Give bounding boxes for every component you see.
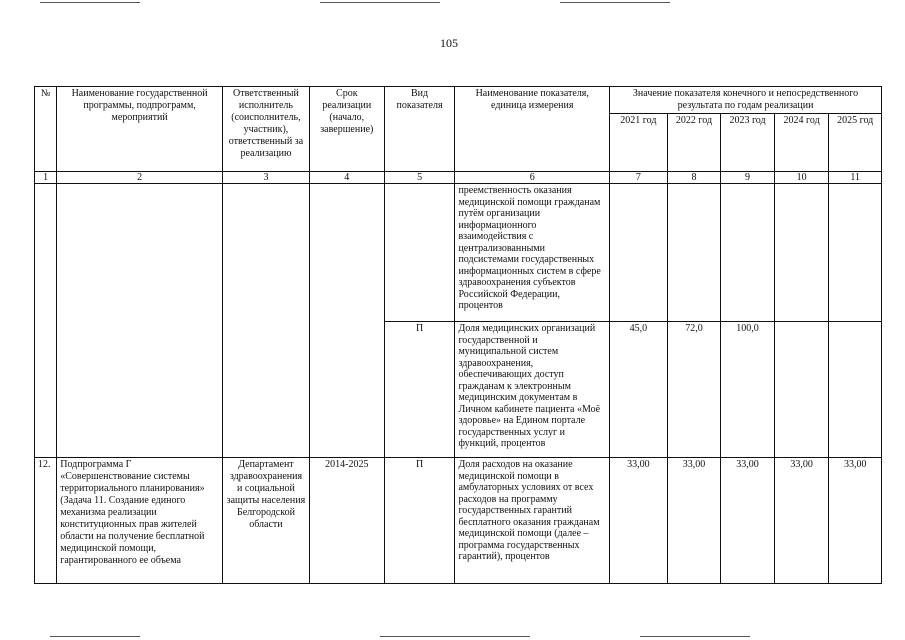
header-year: 2025 год (829, 114, 882, 172)
column-number: 3 (222, 172, 309, 184)
row-executor (222, 184, 309, 458)
scan-edge-mark (560, 2, 670, 3)
column-number: 10 (774, 172, 829, 184)
column-number: 8 (667, 172, 721, 184)
header-indicator-type: Вид показателя (384, 87, 455, 172)
column-number: 1 (35, 172, 57, 184)
table-row (35, 458, 882, 584)
row-value: 33,00 (774, 458, 829, 584)
column-number: 11 (829, 172, 882, 184)
column-number: 2 (57, 172, 223, 184)
header-indicator-name: Наименование показателя, единица измерения (455, 87, 610, 172)
column-number: 9 (721, 172, 775, 184)
row-period (309, 184, 384, 458)
row-program-name: Подпрограмма Г «Совершенствование системы территориального планирования» (Задача 11. Создание единого механизма реализации конституционных прав жителей области на получение бесплатной медицинской помощи, гарантированного ее объема (57, 458, 223, 584)
column-number: 5 (384, 172, 455, 184)
row-value: 33,00 (667, 458, 721, 584)
header-program-name: Наименование государственной программы, подпрограмм, мероприятий (57, 87, 223, 172)
row-period: 2014-2025 (309, 458, 384, 584)
row-value (667, 184, 721, 322)
row-value (774, 184, 829, 322)
header-year: 2023 год (721, 114, 775, 172)
header-num: № (35, 87, 57, 172)
row-num: 12. (35, 458, 57, 584)
row-executor: Департамент здравоохранения и социальной защиты населения Белгородской области (222, 458, 309, 584)
column-numbers-row (35, 172, 882, 184)
header-values-group: Значение показателя конечного и непосредственного результата по годам реализации (610, 87, 882, 114)
header-executor: Ответственный исполнитель (соисполнитель, участник), ответственный за реализацию (222, 87, 309, 172)
page-number: 105 (440, 36, 458, 50)
row-indicator-name: Доля медицинских организаций государственной и муниципальной систем здравоохранения, обеспечивающих доступ гражданам к электронным медицинским документам в Личном кабинете пациента «Моё здоровье» на Едином портале государственных услуг и функций, процентов (455, 322, 610, 458)
row-program-name (57, 184, 223, 458)
row-value: 33,00 (721, 458, 775, 584)
row-value: 33,00 (610, 458, 668, 584)
row-value (610, 184, 668, 322)
header-year: 2022 год (667, 114, 721, 172)
row-value (829, 184, 882, 322)
scan-edge-mark (50, 636, 140, 637)
scan-edge-mark (40, 2, 140, 3)
row-value: 33,00 (829, 458, 882, 584)
header-year: 2024 год (774, 114, 829, 172)
row-indicator-type: П (384, 458, 455, 584)
scan-edge-mark (640, 636, 750, 637)
scan-edge-mark (380, 636, 530, 637)
row-indicator-name: преемственность оказания медицинской помощи гражданам путём организации информационного взаимодействия с централизованными подсистемами государственных информационных систем в сфере здравоохранения субъектов Российской Федерации, процентов (455, 184, 610, 322)
row-value: 100,0 (721, 322, 775, 458)
row-value (829, 322, 882, 458)
row-value: 72,0 (667, 322, 721, 458)
row-indicator-name: Доля расходов на оказание медицинской помощи в амбулаторных условиях от всех расходов на программу государственных гарантий бесплатного оказания гражданам медицинской помощи (далее – программа государственных гарантий), процентов (455, 458, 610, 584)
row-indicator-type (384, 184, 455, 322)
row-num (35, 184, 57, 458)
header-year: 2021 год (610, 114, 668, 172)
column-number: 6 (455, 172, 610, 184)
scan-edge-mark (320, 2, 440, 3)
header-row (35, 87, 882, 114)
header-period: Срок реализации (начало, завершение) (309, 87, 384, 172)
row-value (774, 322, 829, 458)
row-value: 45,0 (610, 322, 668, 458)
table-row (35, 184, 882, 322)
indicators-table (34, 86, 882, 584)
row-indicator-type: П (384, 322, 455, 458)
column-number: 7 (610, 172, 668, 184)
column-number: 4 (309, 172, 384, 184)
row-value (721, 184, 775, 322)
